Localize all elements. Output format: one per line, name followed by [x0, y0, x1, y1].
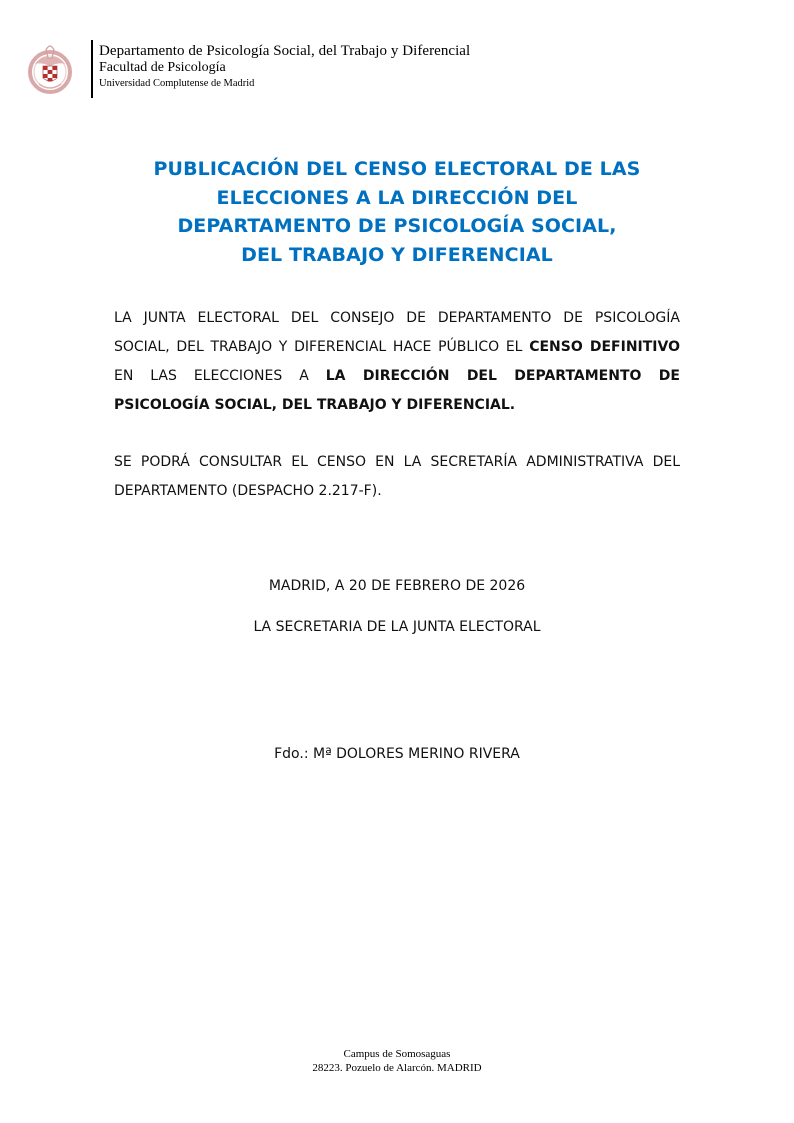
title-line: ELECCIONES A LA DIRECCIÓN DEL [216, 186, 578, 209]
announcement-paragraph [114, 304, 680, 420]
letterhead [27, 40, 470, 102]
signatory-role: LA SECRETARIA DE LA JUNTA ELECTORAL [253, 619, 541, 635]
header-divider [91, 40, 93, 98]
text-bold: LA DIRECCIÓN DEL DEPARTAMENTO DE [325, 368, 680, 384]
title-line: DEL TRABAJO Y DIFERENCIAL [241, 243, 553, 266]
footer-city: 28223. Pozuelo de Alarcón. MADRID [312, 1062, 482, 1074]
title-line: DEPARTAMENTO DE PSICOLOGÍA SOCIAL, [177, 215, 617, 237]
title-line: PUBLICACIÓN DEL CENSO ELECTORAL DE LAS [153, 158, 641, 180]
university-name: Universidad Complutense de Madrid [99, 78, 255, 89]
paragraph-line: DEPARTAMENTO (DESPACHO 2.217-F). [114, 483, 382, 499]
text-bold-censo-definitivo: CENSO DEFINITIVO [529, 339, 680, 355]
text-bold: PSICOLOGÍA SOCIAL, DEL TRABAJO Y DIFERENCIAL. [114, 397, 516, 413]
consultation-paragraph [114, 448, 680, 506]
paragraph-line [114, 333, 680, 362]
paragraph-line: SE PODRÁ CONSULTAR EL CENSO EN LA SECRETARÍA ADMINISTRATIVA DEL [114, 454, 680, 470]
letterhead-text [99, 40, 470, 90]
footer-campus: Campus de Somosaguas [343, 1048, 451, 1060]
faculty-name: Facultad de Psicología [99, 60, 226, 75]
signature: Fdo.: Mª DOLORES MERINO RIVERA [274, 746, 520, 762]
date-place: MADRID, A 20 DE FEBRERO DE 2026 [268, 578, 526, 594]
paragraph-line [114, 391, 680, 420]
paragraph-line [114, 362, 680, 391]
footer-address [0, 1047, 794, 1075]
text-normal: EN LAS ELECCIONES A [114, 368, 326, 384]
department-name: Departamento de Psicología Social, del Trabajo y Diferencial [99, 43, 471, 59]
document-title [100, 155, 694, 269]
paragraph-line: LA JUNTA ELECTORAL DEL CONSEJO DE DEPARTAMENTO DE PSICOLOGÍA [114, 310, 680, 326]
text-normal: SOCIAL, DEL TRABAJO Y DIFERENCIAL HACE PÚBLICO EL [114, 339, 530, 355]
ucm-seal-icon [27, 40, 73, 100]
